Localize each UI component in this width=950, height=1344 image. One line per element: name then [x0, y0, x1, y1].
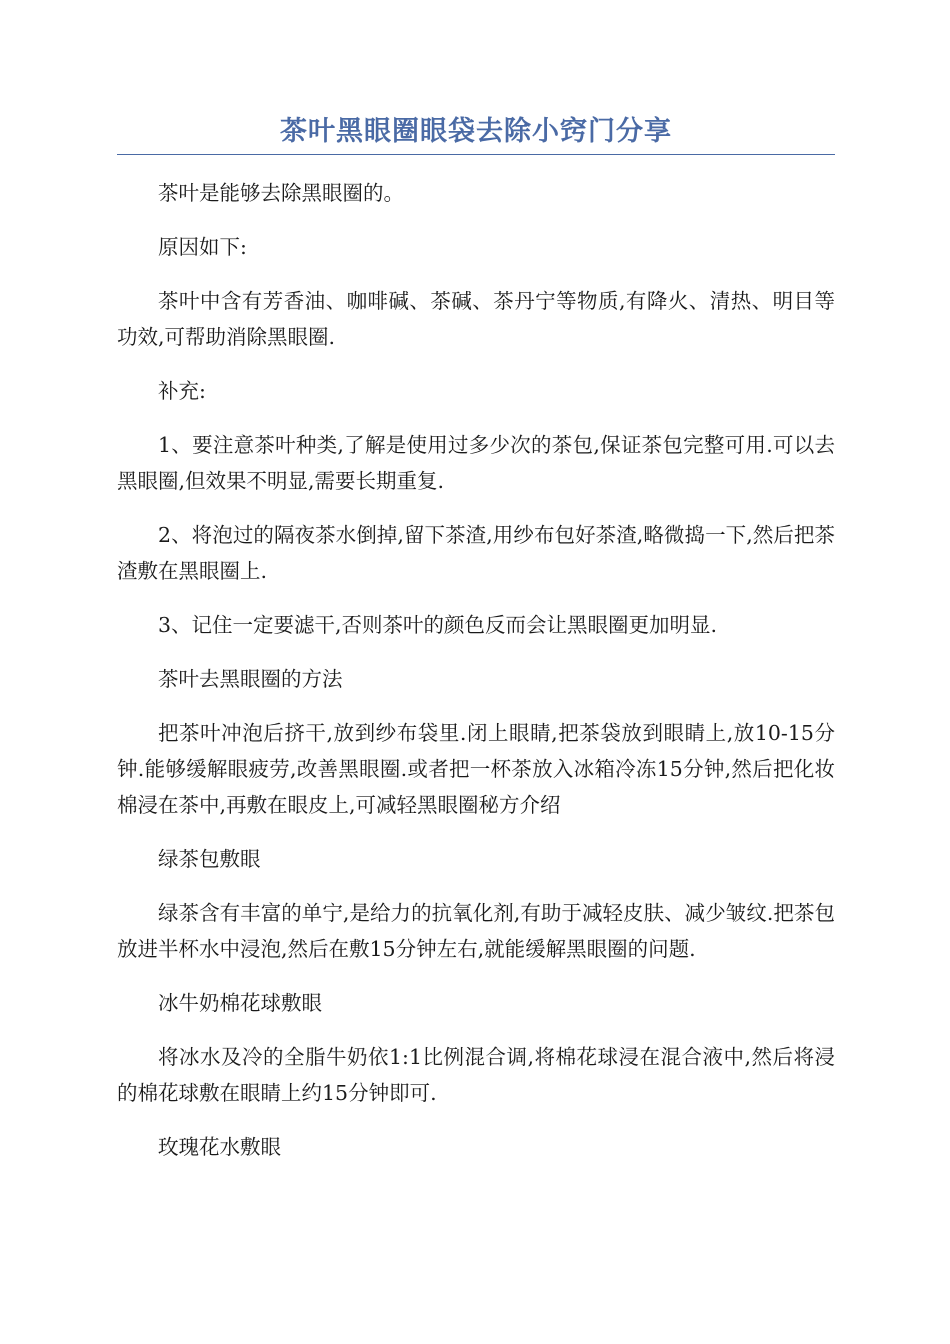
paragraph: 1、要注意茶叶种类,了解是使用过多少次的茶包,保证茶包完整可用.可以去黑眼圈,但效果不明显,需要长期重复.: [117, 433, 835, 493]
paragraph: 补充:: [158, 379, 206, 403]
paragraph: 把茶叶冲泡后挤干,放到纱布袋里.闭上眼睛,把茶袋放到眼睛上,放10-15分钟.能够缓解眼疲劳,改善黑眼圈.或者把一杯茶放入冰箱冷冻15分钟,然后把化妆棉浸在茶中,再敷在眼皮上,可减轻黑眼圈秘方介绍: [117, 721, 835, 817]
paragraph: 茶叶是能够去除黑眼圈的。: [158, 181, 404, 205]
section-heading: 玫瑰花水敷眼: [158, 1135, 281, 1159]
paragraph: 3、记住一定要滤干,否则茶叶的颜色反而会让黑眼圈更加明显.: [158, 613, 718, 637]
paragraph: 茶叶中含有芳香油、咖啡碱、茶碱、茶丹宁等物质,有降火、清热、明目等功效,可帮助消除黑眼圈.: [117, 289, 835, 349]
document-title: 茶叶黑眼圈眼袋去除小窍门分享: [117, 112, 835, 155]
section-heading: 冰牛奶棉花球敷眼: [158, 991, 322, 1015]
paragraph: 绿茶含有丰富的单宁,是给力的抗氧化剂,有助于减轻皮肤、减少皱纹.把茶包放进半杯水中浸泡,然后在敷15分钟左右,就能缓解黑眼圈的问题.: [117, 901, 835, 961]
document-body: [117, 175, 835, 1165]
paragraph: 2、将泡过的隔夜茶水倒掉,留下茶渣,用纱布包好茶渣,略微捣一下,然后把茶渣敷在黑眼圈上.: [117, 523, 835, 583]
paragraph: 将冰水及冷的全脂牛奶依1:1比例混合调,将棉花球浸在混合液中,然后将浸的棉花球敷在眼睛上约15分钟即可.: [117, 1045, 835, 1105]
paragraph: 原因如下:: [158, 235, 247, 259]
document-page: [117, 112, 835, 1183]
section-heading: 茶叶去黑眼圈的方法: [158, 667, 343, 691]
section-heading: 绿茶包敷眼: [158, 847, 261, 871]
